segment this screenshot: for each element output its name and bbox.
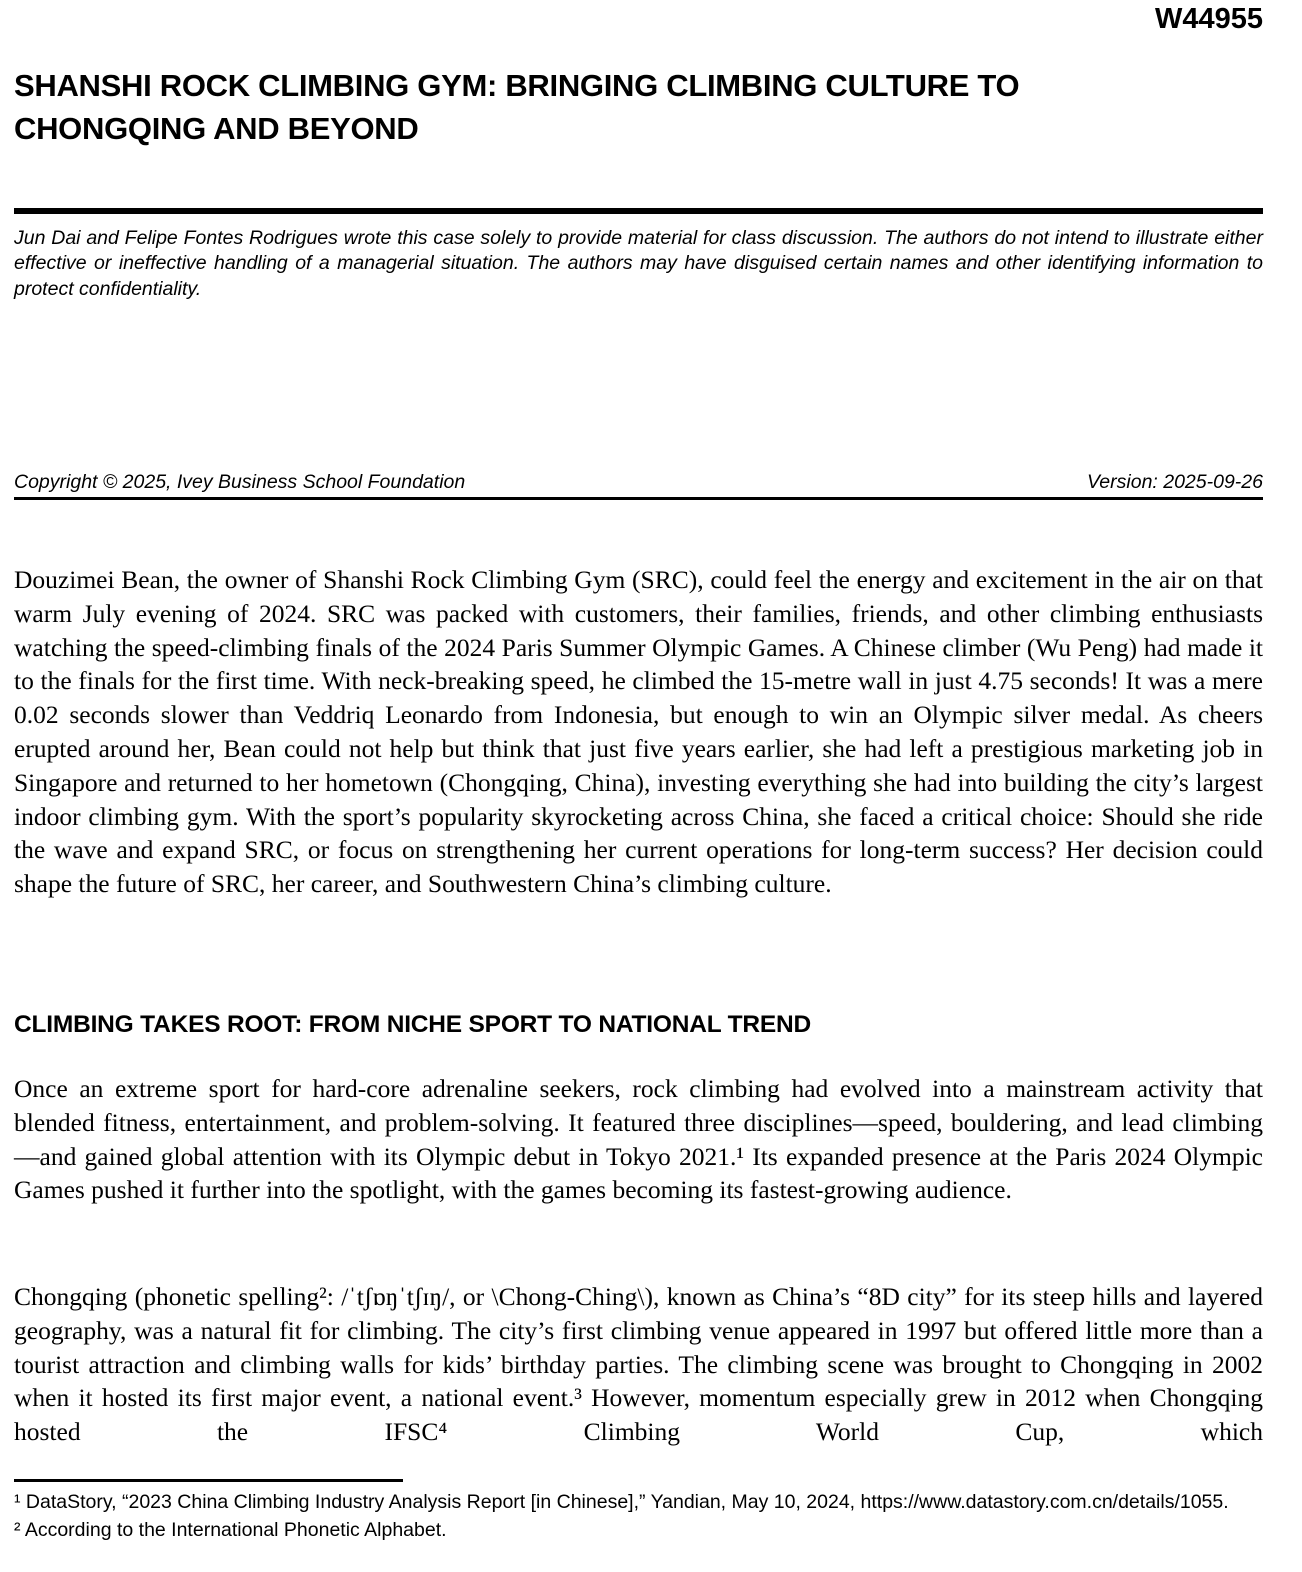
version-label: Version: 2025-09-26 [1087,471,1263,493]
case-number: W44955 [1154,3,1263,35]
section-paragraph-1: Once an extreme sport for hard-core adrenaline seekers, rock climbing had evolved into a mainstream activity that blended fitness, entertainment, and problem-solving. It featured three disciplines—speed, bouldering, and lead climbing—and gained global attention with its Olympic debut in Tokyo 2021.¹ Its expanded presence at the Paris 2024 Olympic Games pushed it further into the spotlight, with the games becoming its fastest-growing audience. [14,1074,1263,1205]
footnote-1: ¹ DataStory, “2023 China Climbing Industry Analysis Report [in Chinese],” Yandian, May 10, 2024, https://www.datastory.com.cn/details/1055. [14,1491,1229,1513]
copyright-divider-thin [14,497,1263,500]
footnote-2: ² According to the International Phonetic Alphabet. [14,1518,447,1541]
copyright-notice: Copyright © 2025, Ivey Business School Foundation [14,471,466,493]
authorship-disclaimer: Jun Dai and Felipe Fontes Rodrigues wrote this case solely to provide material for class discussion. The authors do not intend to illustrate either effective or ineffective handling of a managerial situation. The authors may have disguised certain names and other identifying information to protect confidentiality. [14,227,1263,300]
footnote-separator [14,1479,403,1482]
section-heading-climbing-takes-root: CLIMBING TAKES ROOT: FROM NICHE SPORT TO NATIONAL TREND [14,1011,812,1038]
header-divider-thick [14,208,1263,214]
footnotes-block [14,1489,1263,1544]
section-paragraph-2: Chongqing (phonetic spelling²: /ˈtʃɒŋˈtʃɪŋ/, or \Chong-Ching\), known as China’s “8D city” for its steep hills and layered geography, was a natural fit for climbing. The city’s first climbing venue appeared in 1997 but offered little more than a tourist attraction and climbing walls for kids’ birthday parties. The climbing scene was brought to Chongqing in 2002 when it hosted its first major event, a national event.³ However, momentum especially grew in 2012 when Chongqing hosted the IFSC⁴ Climbing World Cup, which [14,1282,1263,1447]
document-title-line-1: SHANSHI ROCK CLIMBING GYM: BRINGING CLIMBING CULTURE TO [14,68,1020,103]
document-title-line-2: CHONGQING AND BEYOND [14,111,419,146]
copyright-row [14,470,1263,494]
intro-paragraph: Douzimei Bean, the owner of Shanshi Rock Climbing Gym (SRC), could feel the energy and excitement in the air on that warm July evening of 2024. SRC was packed with customers, their families, friends, and other climbing enthusiasts watching the speed-climbing finals of the 2024 Paris Summer Olympic Games. A Chinese climber (Wu Peng) had made it to the finals for the first time. With neck-breaking speed, he climbed the 15-metre wall in just 4.75 seconds! It was a mere 0.02 seconds slower than Veddriq Leonardo from Indonesia, but enough to win an Olympic silver medal. As cheers erupted around her, Bean could not help but think that just five years earlier, she had left a prestigious marketing job in Singapore and returned to her hometown (Chongqing, China), investing everything she had into building the city’s largest indoor climbing gym. With the sport’s popularity skyrocketing across China, she faced a critical choice: Should she ride the wave and expand SRC, or focus on strengthening her current operations for long-term success? Her decision could shape the future of SRC, her career, and Southwestern China’s climbing culture. [14,565,1263,899]
document-title [14,64,1263,150]
